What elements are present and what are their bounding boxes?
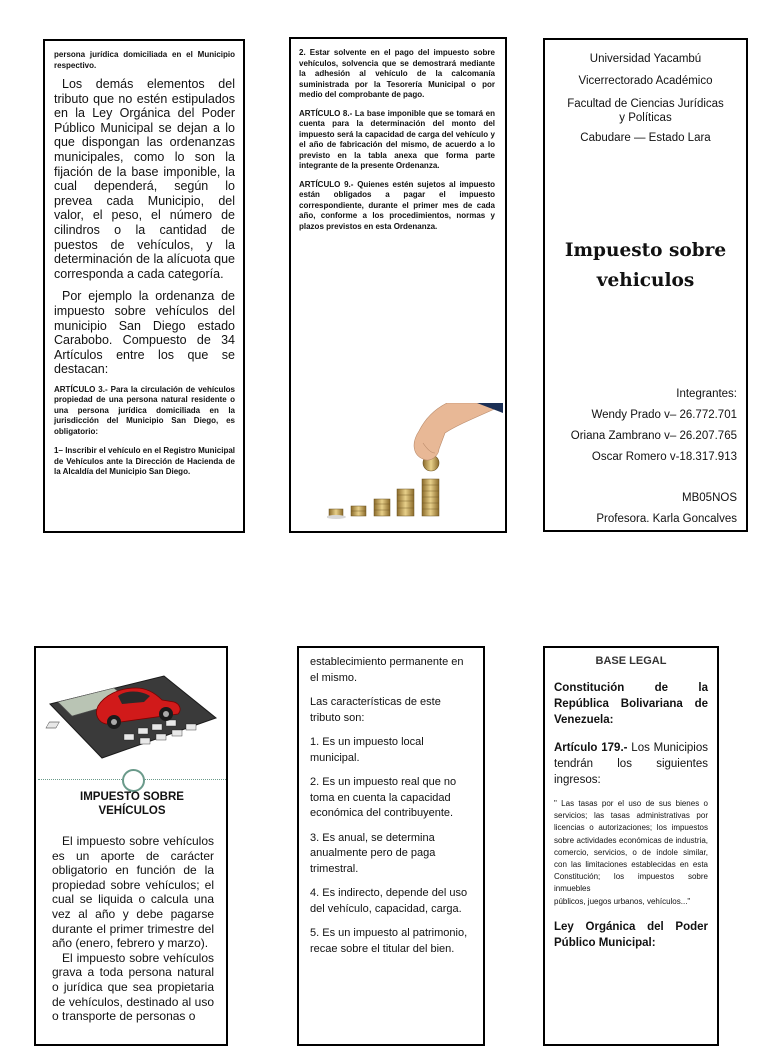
article-179-label: Artículo 179.- (554, 742, 628, 754)
characteristic-1: 1. Es un impuesto local municipal. (310, 736, 424, 764)
characteristic-2: 2. Es un impuesto real que no toma en cuenta la capacidad económica del contribuyente. (310, 776, 457, 819)
constitution-heading: Constitución de la República Bolivariana de Venezuela: (554, 682, 708, 726)
member-1: Wendy Prado v– 26.772.701 (591, 409, 737, 421)
example-paragraph: Por ejemplo la ordenanza de impuesto sobre vehículos del municipio San Diego estado Carabobo. Compuesto de 34 Artículos entre los que se destacan: (54, 289, 235, 377)
characteristic-4: 4. Es indirecto, depende del uso del vehículo, capacidad, carga. (310, 887, 468, 915)
intro-text: persona jurídica domiciliada en el Municipio respectivo. (54, 50, 235, 70)
panel-legal-basis (543, 646, 719, 1046)
taxpayer-paragraph: El impuesto sobre vehículos grava a toda persona natural o jurídica que sea propietaria de vehículos, destinado al uso o transporte de personas o (52, 950, 214, 1024)
article-3: ARTÍCULO 3.- Para la circulación de vehículos propiedad de una persona natural residente o una persona jurídica domiciliada en la jurisdicción del Municipio San Diego, es obligatorio: (54, 384, 235, 436)
legal-heading: BASE LEGAL (595, 655, 667, 667)
article-8: ARTÍCULO 8.- La base imponible que se tomará en cuenta para la determinación del monto del impuesto será la capacidad de carga del vehículo y el año de fabricación del mismo, de acuerdo a lo previsto en la tabla anexa que forma parte integrante de la presente Ordenanza. (299, 108, 495, 170)
section-code: MB05NOS (682, 492, 737, 504)
characteristic-5: 5. Es un impuesto al patrimonio, recae sobre el titular del bien. (310, 927, 468, 955)
article-179 (554, 740, 708, 788)
vice-rectorate: Vicerrectorado Académico (578, 75, 713, 87)
elements-paragraph: Los demás elementos del tributo que no estén estipulados en la Ley Orgánica del Poder Público Municipal se dejan a lo que dispongan las ordenanzas municipales, como lo son la fijación de la base imponible, la cual dependerá, según lo prevea cada Municipio, del valor, el peso, el número de cilindros o la cantidad de puestos de vehículos, y la determinación de la alícuota que corresponda a cada categoría. (54, 77, 235, 281)
location: Cabudare — Estado Lara (580, 132, 711, 144)
teacher-name: Profesora. Karla Goncalves (596, 513, 737, 525)
article-179-text: Los Municipios tendrán los siguientes ingresos: (554, 742, 708, 786)
member-2: Oriana Zambrano v– 26.207.765 (570, 430, 737, 442)
divider-ornament (38, 769, 226, 791)
section-heading: IMPUESTO SOBRE VEHÍCULOS (80, 791, 184, 817)
definition-paragraph: El impuesto sobre vehículos es un aporte de carácter obligatorio en función de la propiedad sobre vehículos; el cual se liquida o calcula una vez al año y debe pagarse durante el primer trimestre del año (enero, febrero y marzo). (52, 834, 214, 951)
panel-cover (543, 38, 748, 532)
intro-text: establecimiento permanente en el mismo. (310, 656, 464, 684)
article-9: ARTÍCULO 9.- Quienes estén sujetos al impuesto están obligados a pagar el impuesto correspondiente, durante el primer mes de cada año, conforme a los procedimientos, normas y plazos previstos en esta Ordenanza. (299, 179, 495, 231)
document-title: Impuesto sobre vehiculos (564, 240, 727, 291)
article-179-quote: " Las tasas por el uso de sus bienes o servicios; las tasas administrativas por licencias o autorizaciones; los impuestos sobre actividades económicas de industria, comercio, servicios, o de índole similar, con las limitaciones establecidas en esta Constitución; los impuestos sobre inmuebles (554, 799, 708, 894)
municipal-law-heading: Ley Orgánica del Poder Público Municipal: (554, 920, 708, 949)
panel-ordinance-articles (289, 37, 507, 533)
article-3-item-1: 1– Inscribir el vehículo en el Registro Municipal de Vehículos ante la Dirección de Hacienda de la Alcaldía del Municipio San Diego. (54, 446, 235, 477)
characteristic-3: 3. Es anual, se determina anualmente pero de paga trimestral. (310, 831, 436, 875)
panel-characteristics (297, 646, 485, 1046)
article-179-quote-end: públicos, juegos urbanos, vehículos..." (554, 896, 691, 906)
university-name: Universidad Yacambú (589, 53, 702, 65)
member-3: Oscar Romero v-18.317.913 (591, 451, 737, 463)
characteristics-lead: Las características de este tributo son: (310, 696, 441, 724)
panel-tax-definition (34, 646, 228, 1046)
faculty-name: Facultad de Ciencias Jurídicas y Políticas (567, 98, 724, 124)
members-label: Integrantes: (676, 388, 737, 400)
coins-stack-illustration (327, 403, 503, 523)
calculator-car-illustration (44, 662, 222, 766)
panel-ordinance-elements (43, 39, 245, 533)
article-3-item-2: 2. Estar solvente en el pago del impuesto sobre vehículos, solvencia que se demostrará mediante la adhesión al vehículo de la calcomanía suministrada por la Tesorería Municipal o por medio del comprobante de pago. (299, 48, 495, 99)
